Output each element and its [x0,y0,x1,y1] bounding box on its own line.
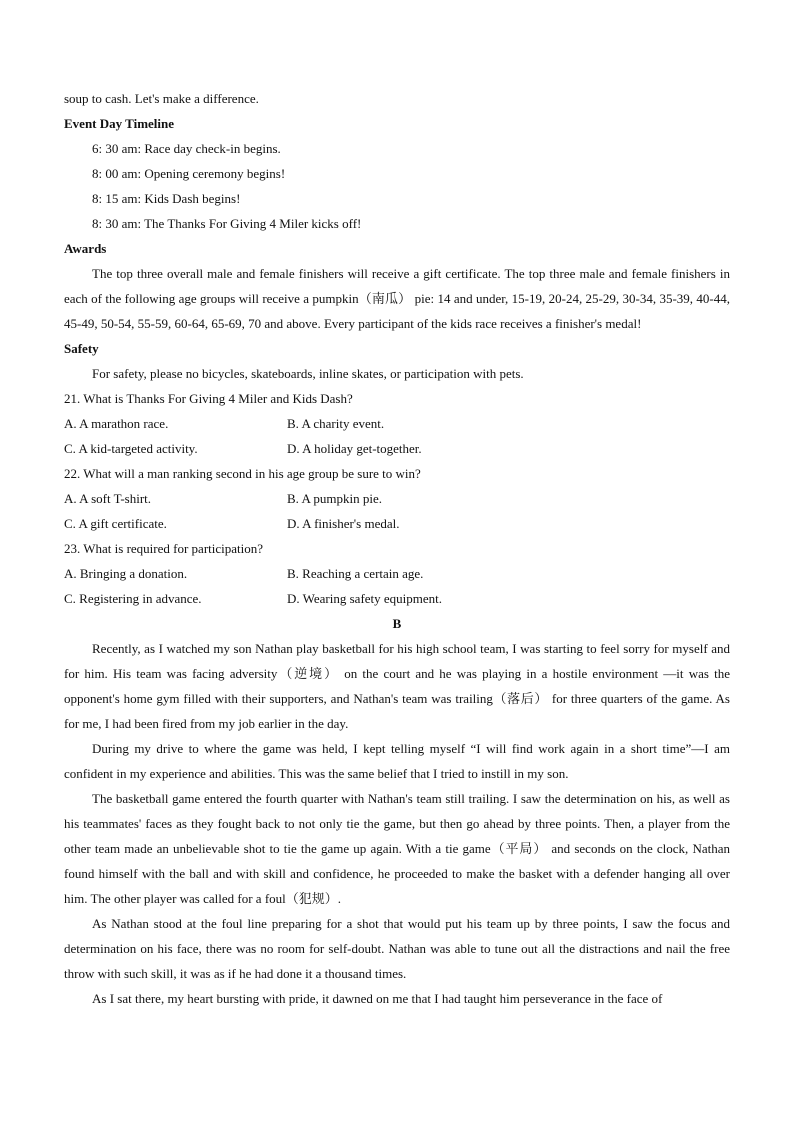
passage-paragraph: The basketball game entered the fourth quarter with Nathan's team still trailing. I saw the determination on his, as well as his teammates' faces as they fought back to not only tie the game, but then go ahead by three points. Then, a player from the other team made an unbelievable shot to tie the game up again. With a tie game（平局） and seconds on the clock, Nathan found himself with the ball and with skill and confidence, he proceeded to make the basket with a defender hanging all over him. The other player was called for a foul（犯规）. [64,791,730,906]
question-stem: 23. What is required for participation? [64,541,264,556]
passage-paragraph: Recently, as I watched my son Nathan play basketball for his high school team, I was starting to feel sorry for myself and for him. His team was facing adversity（逆境） on the court and he was playing in a hostile environment —it was the opponent's home gym filled with their supporters, and Nathan's team was trailing（落后） for three quarters of the game. As for me, I had been fired from my job earlier in the day. [64,641,730,731]
option-c: C. Registering in advance. [64,591,202,606]
option-row [64,586,730,611]
option-row [64,511,730,536]
option-d: D. A finisher's medal. [287,516,400,531]
option-b: B. A charity event. [287,416,385,431]
intro-continuation: soup to cash. Let's make a difference. [64,91,259,106]
safety-paragraph: For safety, please no bicycles, skateboards, inline skates, or participation with pets. [92,366,524,381]
option-row [64,411,730,436]
passage-paragraph: During my drive to where the game was held, I kept telling myself “I will find work again in a short time”—I am confident in my experience and abilities. This was the same belief that I tried to instill in my son. [64,741,730,781]
awards-heading: Awards [64,241,107,256]
timeline-item: 8: 00 am: Opening ceremony begins! [92,166,286,181]
option-b: B. Reaching a certain age. [287,566,424,581]
option-row [64,436,730,461]
option-a: A. A marathon race. [64,416,169,431]
question-stem: 21. What is Thanks For Giving 4 Miler and Kids Dash? [64,391,353,406]
timeline-heading: Event Day Timeline [64,116,175,131]
passage-paragraph: As Nathan stood at the foul line preparing for a shot that would put his team up by three points, I saw the focus and determination on his face, there was no room for self-doubt. Nathan was able to tune out all the distractions and nail the free throw with such skill, it was as if he had done it a thousand times. [64,916,730,981]
question-stem: 22. What will a man ranking second in his age group be sure to win? [64,466,421,481]
option-d: D. A holiday get-together. [287,441,422,456]
option-row [64,486,730,511]
awards-paragraph: The top three overall male and female finishers will receive a gift certificate. The top three male and female finishers in each of the following age groups will receive a pumpkin（南瓜） pie: 14 and under, 15-19, 20-24, 25-29, 30-34, 35-39, 40-44, 45-49, 50-54, 55-59, 60-64, 65-69, 70 and above. Every participant of the kids race receives a finisher's medal! [64,266,730,331]
timeline-item: 6: 30 am: Race day check-in begins. [92,141,281,156]
timeline-item: 8: 30 am: The Thanks For Giving 4 Miler kicks off! [92,216,362,231]
option-c: C. A gift certificate. [64,516,167,531]
option-d: D. Wearing safety equipment. [287,591,443,606]
safety-heading: Safety [64,341,99,356]
option-a: A. A soft T-shirt. [64,491,152,506]
option-c: C. A kid-targeted activity. [64,441,198,456]
option-a: A. Bringing a donation. [64,566,188,581]
timeline-item: 8: 15 am: Kids Dash begins! [92,191,241,206]
document-page [64,86,730,1011]
passage-paragraph: As I sat there, my heart bursting with pride, it dawned on me that I had taught him perseverance in the face of [92,991,663,1006]
section-label: B [392,616,402,631]
option-row [64,561,730,586]
option-b: B. A pumpkin pie. [287,491,382,506]
